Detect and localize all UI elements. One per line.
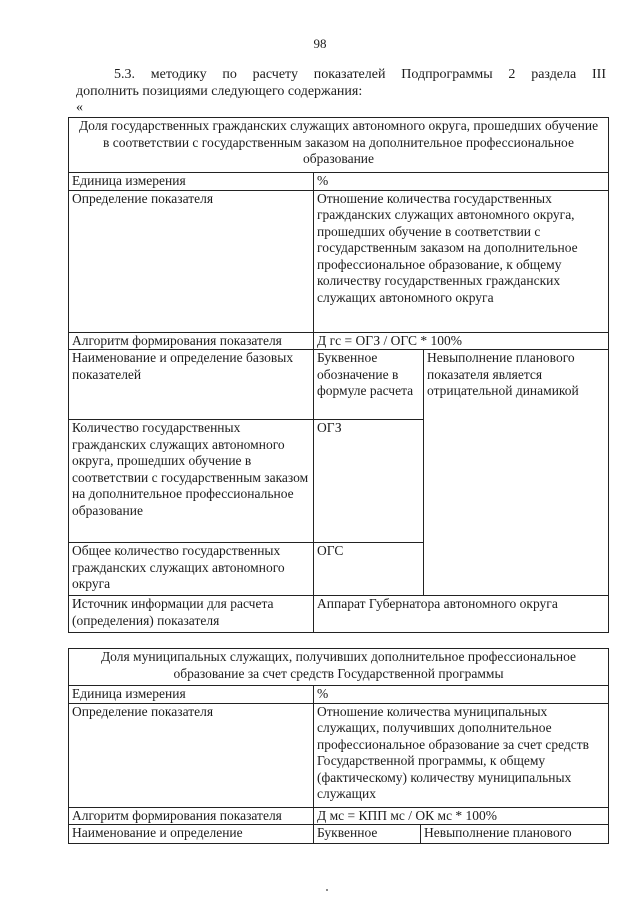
table2-algorithm-formula: Д мс = КПП мс / ОК мс * 100% (314, 807, 609, 825)
table2-title: Доля муниципальных служащих, получивших дополнительное профессиональное образование за счет средств Государственной программы (69, 649, 609, 686)
page-number: 98 (313, 36, 327, 51)
table1-unit-value: % (314, 173, 609, 191)
indicator-table-municipal-servants (68, 648, 609, 844)
table2-base-indicators-label: Наименование и определение (69, 825, 314, 844)
scan-speck (326, 889, 328, 891)
opening-quote-mark: « (76, 100, 83, 115)
indicator-table-civil-servants (68, 117, 609, 633)
table1-note: Невыполнение планового показателя является отрицательной динамикой (424, 350, 609, 596)
table1-definition-value: Отношение количества государственных гражданских служащих автономного округа, прошедших обучение в соответствии с государственным заказом на дополнительное профессиональное образование, к общему количеству государственных гражданских служащих автономного округа (314, 190, 609, 332)
table2-note: Невыполнение планового (421, 825, 609, 844)
intro-line-1: 5.3. методику по расчету показателей Подпрограммы 2 раздела III (114, 67, 606, 82)
table1-base-row-name: Количество государственных гражданских служащих автономного округа, прошедших обучение в соответствии с государственным заказом на дополнительное профессиональное образование (69, 420, 314, 543)
table1-base-row-symbol: ОГС (314, 543, 424, 596)
table2-unit-label: Единица измерения (69, 686, 314, 704)
table2-letter-designation-label: Буквенное (314, 825, 421, 844)
table1-definition-label: Определение показателя (69, 190, 314, 332)
table1-source-value: Аппарат Губернатора автономного округа (314, 596, 609, 633)
table1-unit-label: Единица измерения (69, 173, 314, 191)
table1-base-row-symbol: ОГЗ (314, 420, 424, 543)
table1-algorithm-formula: Д гс = ОГЗ / ОГС * 100% (314, 332, 609, 350)
table1-base-indicators-label: Наименование и определение базовых показателей (69, 350, 314, 420)
table2-definition-value: Отношение количества муниципальных служащих, получивших дополнительное профессиональное образование за счет средств Государственной программы, к общему (фактическому) количеству муниципальных служащих (314, 703, 609, 807)
table1-letter-designation-label: Буквенное обозначение в формуле расчета (314, 350, 424, 420)
table1-source-label: Источник информации для расчета (определения) показателя (69, 596, 314, 633)
table1-base-row-name: Общее количество государственных гражданских служащих автономного округа (69, 543, 314, 596)
table2-unit-value: % (314, 686, 609, 704)
table2-definition-label: Определение показателя (69, 703, 314, 807)
table2-algorithm-label: Алгоритм формирования показателя (69, 807, 314, 825)
intro-line-2: дополнить позициями следующего содержания: (76, 84, 363, 99)
table1-title: Доля государственных гражданских служащих автономного округа, прошедших обучение в соответствии с государственным заказом на дополнительное профессиональное образование (69, 118, 609, 173)
table1-algorithm-label: Алгоритм формирования показателя (69, 332, 314, 350)
intro-paragraph (76, 66, 606, 100)
